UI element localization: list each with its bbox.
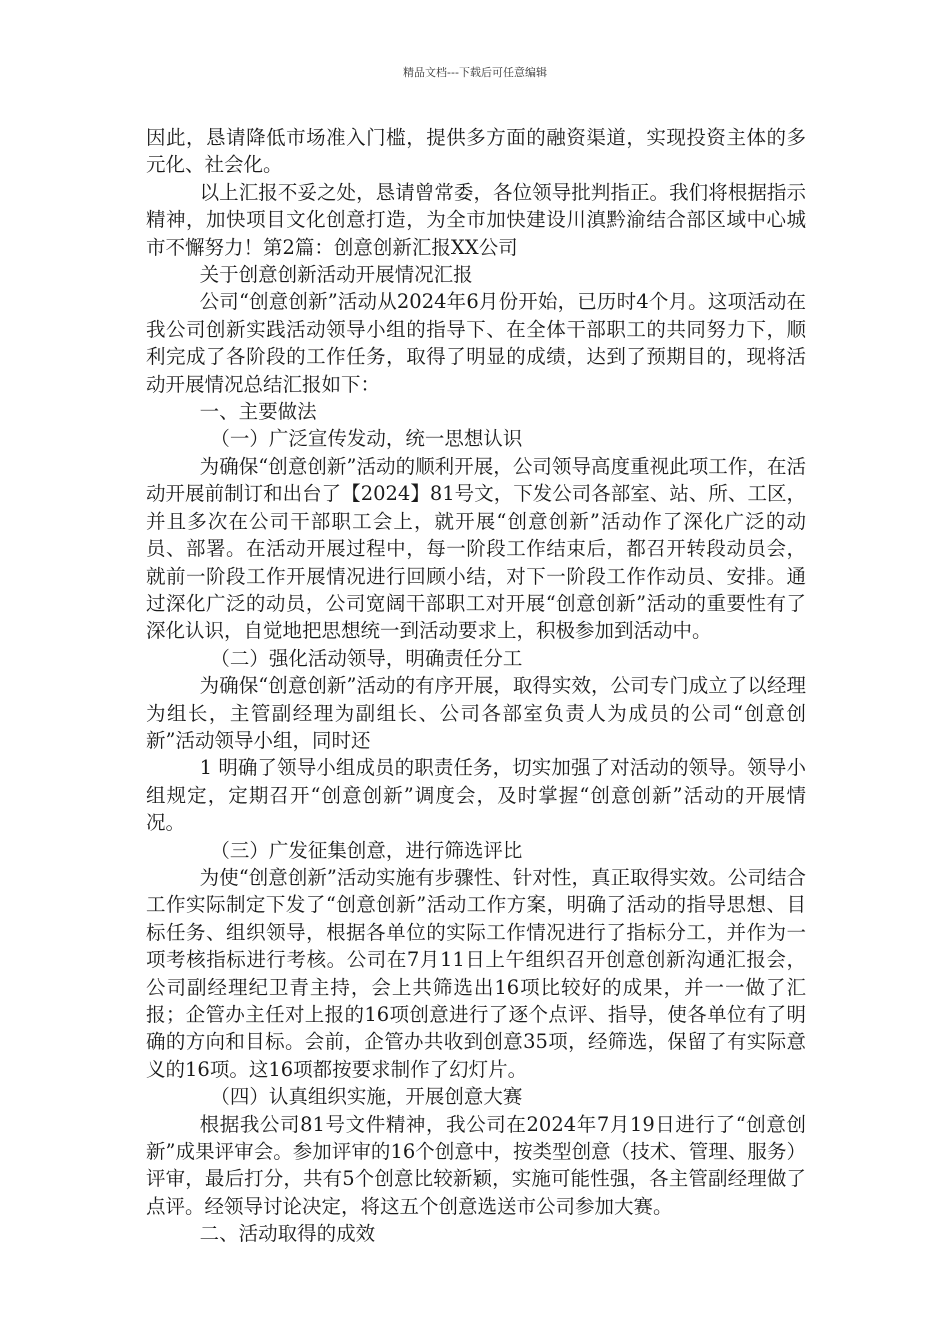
document-body bbox=[146, 124, 806, 1248]
paragraph: （三）广发征集创意，进行筛选评比 bbox=[210, 838, 523, 862]
page-header: 精品文档---下载后可任意编辑 bbox=[403, 66, 547, 79]
paragraph: 关于创意创新活动开展情况汇报 bbox=[199, 263, 473, 287]
paragraph: 公司“创意创新”活动从2024年6月份开始，已历时4个月。这项活动在我公司创新实践活动领导小组的指导下、在全体干部职工的共同努力下，顺利完成了各阶段的工作任务，取得了明显的成绩，达到了预期目的，现将活动开展情况总结汇报如下： bbox=[146, 290, 806, 396]
paragraph: （二）强化活动领导，明确责任分工 bbox=[210, 646, 523, 670]
paragraph: （一）广泛宣传发动，统一思想认识 bbox=[210, 427, 523, 451]
paragraph: 二、活动取得的成效 bbox=[199, 1222, 376, 1246]
paragraph: 为使“创意创新”活动实施有步骤性、针对性，真正取得实效。公司结合工作实际制定下发了“创意创新”活动工作方案，明确了活动的指导思想、目标任务、组织领导，根据各单位的实际工作情况进行了指标分工，并作为一项考核指标进行考核。公司在7月11日上午组织召开创意创新沟通汇报会，公司副经理纪卫青主持，会上共筛选出16项比较好的成果，并一一做了汇报；企管办主任对上报的16项创意进行了逐个点评、指导，使各单位有了明确的方向和目标。会前，企管办共收到创意35项，经筛选，保留了有实际意义的16项。这16项都按要求制作了幻灯片。 bbox=[146, 865, 806, 1081]
paragraph: 为确保“创意创新”活动的顺利开展，公司领导高度重视此项工作，在活动开展前制订和出台了【2024】81号文，下发公司各部室、站、所、工区，并且多次在公司干部职工会上，就开展“创意创新”活动作了深化广泛的动员、部署。在活动开展过程中，每一阶段工作结束后，都召开转段动员会，就前一阶段工作开展情况进行回顾小结，对下一阶段工作作动员、安排。通过深化广泛的动员，公司宽阔干部职工对开展“创意创新”活动的重要性有了深化认识，自觉地把思想统一到活动要求上，积极参加到活动中。 bbox=[146, 454, 806, 643]
paragraph: 因此，恳请降低市场准入门槛，提供多方面的融资渠道，实现投资主体的多元化、社会化。 bbox=[146, 126, 806, 177]
paragraph: 根据我公司81号文件精神，我公司在2024年7月19日进行了“创意创新”成果评审会。参加评审的16个创意中，按类型创意（技术、管理、服务）评审，最后打分，共有5个创意比较新颖，实施可能性强，各主管副经理做了点评。经领导讨论决定，将这五个创意选送市公司参加大赛。 bbox=[146, 1112, 806, 1218]
paragraph: （四）认真组织实施，开展创意大赛 bbox=[210, 1085, 523, 1109]
paragraph: 以上汇报不妥之处，恳请曾常委，各位领导批判指正。我们将根据指示精神，加快项目文化创意打造，为全市加快建设川滇黔渝结合部区域中心城市不懈努力！第2篇：创意创新汇报XX公司 bbox=[146, 180, 806, 259]
paragraph: 为确保“创意创新”活动的有序开展，取得实效，公司专门成立了以经理为组长，主管副经理为副组长、公司各部室负责人为成员的公司“创意创新”活动领导小组，同时还 bbox=[146, 674, 806, 752]
paragraph: 1 明确了领导小组成员的职责任务，切实加强了对活动的领导。领导小组规定，定期召开“创意创新”调度会，及时掌握“创意创新”活动的开展情况。 bbox=[146, 756, 806, 835]
paragraph: 一、主要做法 bbox=[199, 400, 317, 424]
